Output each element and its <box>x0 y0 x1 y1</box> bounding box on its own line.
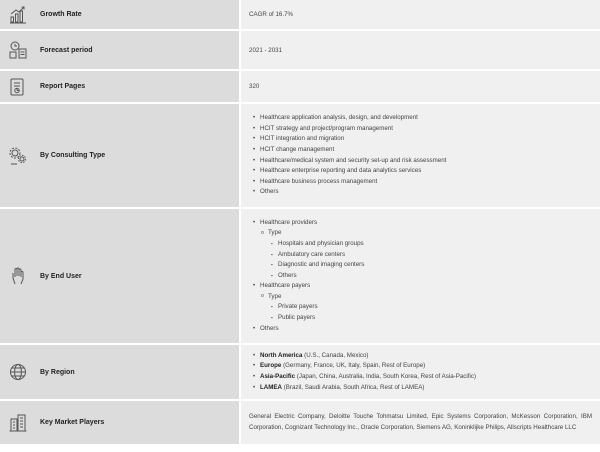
list-item: o Type <box>249 228 592 239</box>
list-item: ▪ Private payers <box>249 302 592 313</box>
buildings-icon <box>8 413 28 433</box>
growth-rate-value: CAGR of 16.7% <box>249 11 294 18</box>
bar-chart-icon <box>8 5 28 25</box>
list-item: • Healthcare enterprise reporting and data analytics services <box>249 166 592 177</box>
list-item: ▪ Hospitals and physician groups <box>249 239 592 250</box>
row-consulting-type <box>0 104 600 209</box>
forecast-period-value: 2021 - 2031 <box>249 46 283 54</box>
row-label-cell <box>0 345 241 399</box>
list-item: • Others <box>249 324 592 335</box>
row-growth-rate <box>0 0 600 31</box>
row-value-cell <box>241 31 600 69</box>
hand-user-icon <box>8 266 28 286</box>
list-item: ▪ Others <box>249 271 592 282</box>
list-item: • Healthcare/medical system and security set-up and risk assessment <box>249 156 592 167</box>
row-label-cell <box>0 31 241 69</box>
region-list <box>249 351 592 393</box>
list-item: • Healthcare business process management <box>249 177 592 188</box>
forecast-icon <box>8 40 28 60</box>
row-key-market-players <box>0 401 600 446</box>
list-item: ▪ Ambulatory care centers <box>249 250 592 261</box>
list-item: ▪ Diagnostic and imaging centers <box>249 260 592 271</box>
row-report-pages <box>0 71 600 104</box>
end-user-label: By End User <box>40 272 82 280</box>
row-label-cell <box>0 71 241 102</box>
row-value-cell <box>241 104 600 207</box>
forecast-period-label: Forecast period <box>40 46 93 54</box>
row-label-cell <box>0 104 241 207</box>
row-value-cell <box>241 401 600 444</box>
row-value-cell <box>241 345 600 399</box>
row-value-cell <box>241 71 600 102</box>
key-market-players-value: General Electric Company, Deloitte Touche Tohmatsu Limited, Epic Systems Corporation, McKesson Corporation, IBM Corporation, Cognizant Technology Inc., Oracle Corporation, Siemens AG, Koninklijke Philips, Allscripts Healthcare LLC <box>249 413 592 431</box>
globe-icon <box>8 362 28 382</box>
region-label: By Region <box>40 368 75 376</box>
consulting-type-label: By Consulting Type <box>40 152 106 159</box>
list-item: • HCIT strategy and project/program management <box>249 124 592 135</box>
list-item: • Asia-Pacific (Japan, China, Australia, India, South Korea, Rest of Asia-Pacific) <box>249 372 592 383</box>
row-end-user <box>0 209 600 345</box>
consulting-gears-icon <box>8 146 28 166</box>
row-value-cell <box>241 0 600 29</box>
list-item: • Healthcare application analysis, design, and development <box>249 113 592 124</box>
end-user-list <box>249 218 592 335</box>
report-pages-value: 320 <box>249 83 260 90</box>
list-item: • HCIT integration and migration <box>249 134 592 145</box>
list-item: • North America (U.S., Canada, Mexico) <box>249 351 592 362</box>
report-pages-icon <box>8 77 28 97</box>
list-item: • Europe (Germany, France, UK, Italy, Spain, Rest of Europe) <box>249 361 592 372</box>
list-item: • Others <box>249 187 592 198</box>
report-pages-label: Report Pages <box>40 83 86 90</box>
row-region <box>0 345 600 401</box>
list-item: • Healthcare providers <box>249 218 592 229</box>
list-item: • HCIT change management <box>249 145 592 156</box>
key-market-players-label: Key Market Players <box>40 419 105 426</box>
row-value-cell <box>241 209 600 343</box>
list-item: • LAMEA (Brazil, Saudi Arabia, South Africa, Rest of LAMEA) <box>249 383 592 394</box>
row-label-cell <box>0 0 241 29</box>
row-label-cell <box>0 209 241 343</box>
list-item: • Healthcare payers <box>249 281 592 292</box>
row-forecast-period <box>0 31 600 71</box>
growth-rate-label: Growth Rate <box>40 11 82 18</box>
list-item: ▪ Public payers <box>249 313 592 324</box>
consulting-type-list <box>249 113 592 198</box>
row-label-cell <box>0 401 241 444</box>
list-item: o Type <box>249 292 592 303</box>
